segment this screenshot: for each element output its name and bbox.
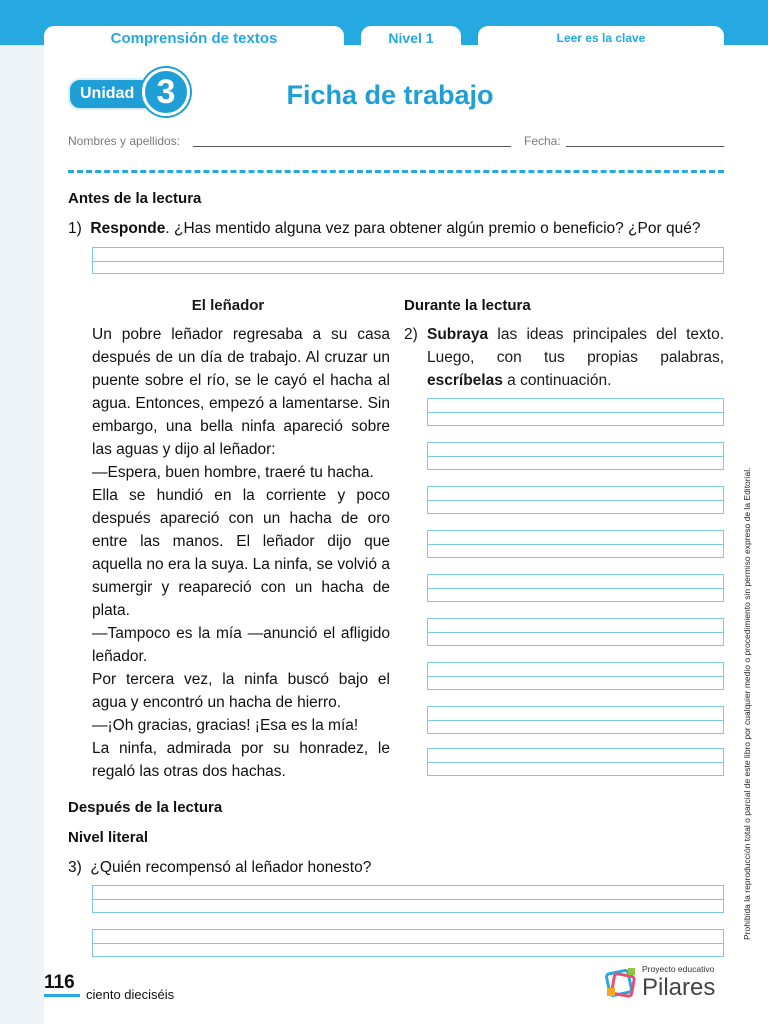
q2-answer-lines[interactable] — [427, 618, 724, 646]
question-2 — [404, 323, 724, 392]
logo-subtitle: Proyecto educativo — [642, 964, 715, 974]
dashed-divider — [68, 170, 724, 173]
q2-answer-lines[interactable] — [427, 530, 724, 558]
question-1 — [68, 220, 728, 238]
story-paragraph: Ella se hundió en la corriente y poco después apareció con un hacha de oro entre las manos. El leñador dijo que aquella no era la suya. La ninfa, se volvió a sumergir y reapareció con un hacha de plata. — [92, 487, 390, 619]
header-tab-comprension: Comprensión de textos — [44, 26, 344, 50]
q1-answer-lines[interactable] — [92, 247, 724, 274]
story-paragraph: —Espera, buen hombre, traeré tu hacha. — [92, 464, 374, 481]
page-number: 116 — [44, 972, 75, 993]
unit-number: 3 — [142, 68, 190, 116]
q2-answer-lines[interactable] — [427, 706, 724, 734]
header-tab-nivel: Nivel 1 — [361, 26, 461, 50]
q2-answer-lines[interactable] — [427, 748, 724, 776]
page-number-underline — [44, 994, 80, 997]
q2-answer-lines[interactable] — [427, 662, 724, 690]
date-field[interactable] — [566, 146, 724, 147]
left-margin-stripe — [0, 45, 44, 1024]
q2-answer-lines[interactable] — [427, 574, 724, 602]
story-paragraph: —¡Oh gracias, gracias! ¡Esa es la mía! — [92, 717, 359, 734]
page-title: Ficha de trabajo — [286, 80, 494, 110]
q3-number: 3) — [68, 859, 82, 876]
logo-title: Pilares — [642, 974, 716, 1001]
q3-answer-lines[interactable] — [92, 929, 724, 957]
header-tab-leer: Leer es la clave — [478, 26, 724, 50]
q2-answer-lines[interactable] — [427, 442, 724, 470]
q2-text: las ideas principales del texto. Luego, con tus propias palabras, — [427, 326, 724, 366]
story-title: El leñador — [191, 297, 265, 314]
story-text — [92, 323, 390, 783]
q3-answer-lines[interactable] — [92, 885, 724, 913]
story-paragraph: La ninfa, admirada por su honradez, le regaló las otras dos hachas. — [92, 740, 390, 780]
q3-text: ¿Quién recompensó al leñador honesto? — [90, 859, 372, 876]
q2-number: 2) — [404, 326, 418, 343]
q1-number: 1) — [68, 220, 82, 237]
name-date-row — [68, 134, 724, 148]
q2-answer-lines[interactable] — [427, 486, 724, 514]
q2-verb-escribelas: escríbelas — [427, 372, 503, 389]
copyright-notice: Prohibida la reproducción total o parcial de este libro por cualquier medio o procedimiento sin permiso expreso de la Editorial. — [742, 467, 752, 940]
section-despues-heading: Después de la lectura — [68, 799, 223, 816]
q2-text-end: a continuación. — [502, 372, 612, 389]
story-paragraph: —Tampoco es la mía —anunció el afligido leñador. — [92, 625, 390, 665]
unit-label: Unidad — [68, 78, 164, 110]
name-label: Nombres y apellidos: — [68, 134, 181, 148]
page-number-words: ciento dieciséis — [86, 987, 175, 1002]
q1-text: . ¿Has mentido alguna vez para obtener algún premio o beneficio? ¿Por qué? — [165, 220, 701, 237]
name-field[interactable] — [193, 146, 511, 147]
story-paragraph: Un pobre leñador regresaba a su casa después de un día de trabajo. Al cruzar un puente sobre el río, se le cayó el hacha al agua. Entonces, empezó a lamentarse. Sin embargo, una bella ninfa apareció sobre las aguas y dijo al leñador: — [92, 326, 390, 458]
q2-verb-subraya: Subraya — [427, 326, 489, 343]
section-antes-heading: Antes de la lectura — [68, 190, 202, 207]
story-paragraph: Por tercera vez, la ninfa buscó bajo el agua y encontró un hacha de hierro. — [92, 671, 390, 711]
question-3 — [68, 859, 728, 877]
pilares-logo-icon — [604, 966, 638, 1000]
nivel-literal-heading: Nivel literal — [68, 829, 149, 846]
date-label: Fecha: — [524, 134, 561, 148]
q1-verb: Responde — [90, 220, 166, 237]
section-durante-heading: Durante la lectura — [404, 297, 531, 314]
q2-answer-lines[interactable] — [427, 398, 724, 426]
pilares-logo — [604, 962, 728, 1006]
